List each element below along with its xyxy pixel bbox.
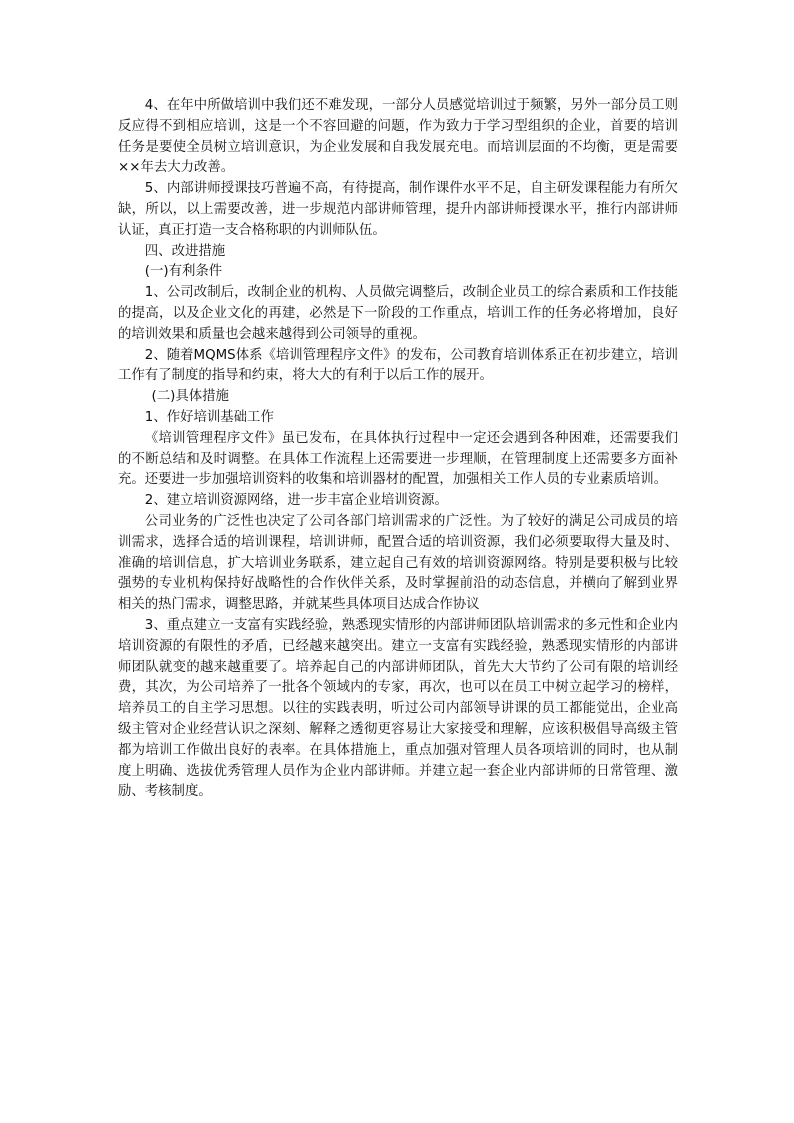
paragraph-measure-2: 公司业务的广泛性也决定了公司各部门培训需求的广泛性。为了较好的满足公司成员的培训需求，选择合适的培训课程，培训讲师，配置合适的培训资源，我们必须要取得大量及时、准确的培训信息，扩大培训业务联系，建立起自己有效的培训资源网络。特别是要积极与比较强势的专业机构保持好战略性的合作伙伴关系，及时掌握前沿的动态信息，并横向了解到业界相关的热门需求，调整思路，并就某些具体项目达成合作协议: [118, 513, 678, 613]
paragraph-measure-1: 《培训管理程序文件》虽已发布，在具体执行过程中一定还会遇到各种困难，还需要我们的不断总结和及时调整。在具体工作流程上还需要进一步理顺，在管理制度上还需要多方面补充。还要进一步加强培训资料的收集和培训器材的配置，加强相关工作人员的专业素质培训。: [118, 430, 678, 488]
measure-heading-1: 1、作好培训基础工作: [144, 409, 274, 425]
section-heading-improvements: 四、改进措施: [144, 243, 226, 259]
paragraph-item-5: 5、内部讲师授课技巧普遍不高，有待提高，制作课件水平不足，自主研发课程能力有所欠缺，所以，以上需要改善，进一步规范内部讲师管理，提升内部讲师授课水平，推行内部讲师认证，真正打造一支合格称职的内训师队伍。: [118, 181, 678, 238]
document-body: [118, 96, 678, 803]
subsection-heading-favorable-conditions: (一)有利条件: [144, 264, 223, 280]
paragraph-condition-2: 2、随着MQMS体系《培训管理程序文件》的发布，公司教育培训体系正在初步建立，培训工作有了制度的指导和约束，将大大的有利于以后工作的展开。: [118, 347, 678, 384]
paragraph-measure-3: 3、重点建立一支富有实践经验，熟悉现实情形的内部讲师团队培训需求的多元性和企业内培训资源的有限性的矛盾，已经越来越突出。建立一支富有实践经验，熟悉现实情形的内部讲师团队就变的越来越重要了。培养起自己的内部讲师团队，首先大大节约了公司有限的培训经费，其次，为公司培养了一批各个领域内的专家，再次，也可以在员工中树立起学习的榜样，培养员工的自主学习思想。以往的实践表明，听过公司内部领导讲课的员工都能觉出，企业高级主管对企业经营认识之深刻、解释之透彻更容易让大家接受和理解，应该积极倡导高级主管都为培训工作做出良好的表率。在具体措施上，重点加强对管理人员各项培训的同时，也从制度上明确、选拔优秀管理人员作为企业内部讲师。并建立起一套企业内部讲师的日常管理、激励、考核制度。: [118, 617, 678, 800]
paragraph-item-4: 4、在年中所做培训中我们还不难发现，一部分人员感觉培训过于频繁，另外一部分员工则反应得不到相应培训，这是一个不容回避的问题，作为致力于学习型组织的企业，首要的培训任务是要使全员树立培训意识，为企业发展和自我发展充电。而培训层面的不均衡，更是需要××年去大力改善。: [118, 98, 678, 176]
paragraph-condition-1: 1、公司改制后，改制企业的机构、人员做完调整后，改制企业员工的综合素质和工作技能的提高，以及企业文化的再建，必然是下一阶段的工作重点，培训工作的任务必将增加，良好的培训效果和质量也会越来越得到公司领导的重视。: [118, 285, 678, 342]
measure-heading-2: 2、建立培训资源网络，进一步丰富企业培训资源。: [144, 493, 448, 509]
subsection-heading-specific-measures: (二)具体措施: [151, 389, 229, 405]
